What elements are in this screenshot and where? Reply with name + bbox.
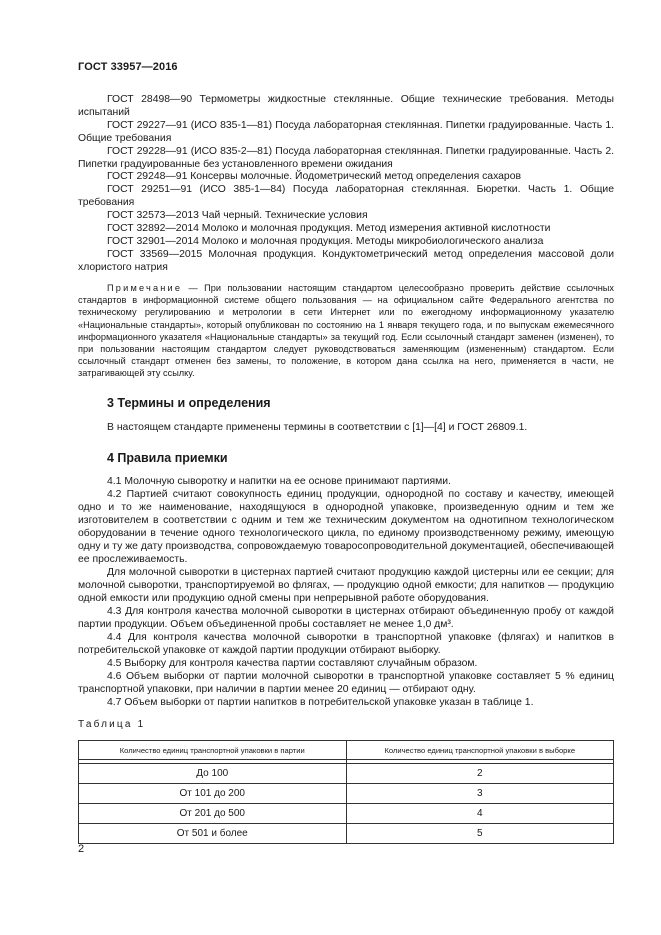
table-row	[79, 764, 614, 784]
clause-paragraph: 4.5 Выборку для контроля качества партии составляют случайным образом.	[107, 658, 478, 669]
reference-item: ГОСТ 32901—2014 Молоко и молочная продукция. Методы микробиологического анализа	[107, 235, 544, 247]
document-header: ГОСТ 33957—2016	[78, 61, 178, 73]
reference-item: ГОСТ 29248—91 Консервы молочные. Йодометрический метод определения сахаров	[107, 171, 522, 183]
reference-list	[78, 94, 614, 275]
reference-item: ГОСТ 32573—2013 Чай черный. Технические условия	[107, 210, 368, 222]
note-block	[78, 282, 614, 380]
clause-paragraph: 4.2 Партией считают совокупность единиц продукции, однородной по составу и качеству, имеющей одно и то же наименование, находящуюся в однородной упаковке, произведенную одним и тем же изготовителем в соответствии с одним и тем же техническим документом на однотипном технологическом оборудовании в течение одного технологического цикла, по единому производственному режиму, имеющую одну и ту же дату производства, сопровождаемую товаросопроводительной документацией, обеспечивающей ее прослеживаемость.	[78, 489, 614, 565]
clause-paragraph: 4.6 Объем выборки от партии молочной сыворотки в транспортной упаковке составляет 5 % единиц транспортной упаковки, при наличии в партии менее 20 единиц — отбирают одну.	[78, 671, 614, 695]
page-number: 2	[78, 843, 85, 855]
sample-size-table	[78, 740, 614, 844]
table-cell: 2	[346, 764, 614, 784]
reference-item: ГОСТ 29227—91 (ИСО 835-1—81) Посуда лабораторная стеклянная. Пипетки градуированные. Часть 1. Общие требования	[78, 119, 614, 144]
section-4-body	[78, 475, 614, 709]
table-header-row	[79, 741, 614, 760]
table-cell: 5	[346, 824, 614, 844]
table-header-cell: Количество единиц транспортной упаковки в выборке	[346, 741, 614, 760]
reference-item: ГОСТ 28498—90 Термометры жидкостные стеклянные. Общие технические требования. Методы испытаний	[78, 94, 614, 118]
reference-item: ГОСТ 33569—2015 Молочная продукция. Кондуктометрический метод определения массовой доли хлористого натрия	[78, 248, 614, 273]
table-cell: От 501 и более	[79, 824, 347, 844]
table-caption: Таблица 1	[78, 719, 146, 730]
clause-paragraph: 4.3 Для контроля качества молочной сыворотки в цистернах отбирают объединенную пробу от каждой партии продукции. Объем объединенной пробы составляет не менее 1,0 дм³.	[78, 606, 614, 630]
section-3-title: 3 Термины и определения	[107, 396, 271, 410]
table-row	[79, 804, 614, 824]
table-cell: От 201 до 500	[79, 804, 347, 824]
table-header-cell: Количество единиц транспортной упаковки в партии	[79, 741, 347, 760]
reference-item: ГОСТ 32892—2014 Молоко и молочная продукция. Метод измерения активной кислотности	[107, 223, 551, 235]
table-row	[79, 784, 614, 804]
note-paragraph	[78, 282, 614, 380]
table-cell: От 101 до 200	[79, 784, 347, 804]
clause-paragraph: 4.7 Объем выборки от партии напитков в потребительской упаковке указан в таблице 1.	[107, 697, 534, 708]
clause-paragraph: 4.4 Для контроля качества молочной сыворотки в транспортной упаковке (флягах) и напитков в потребительской упаковке от каждой партии продукции отбирают выборку.	[78, 632, 614, 656]
table-cell: 3	[346, 784, 614, 804]
table-cell: 4	[346, 804, 614, 824]
clause-paragraph: 4.1 Молочную сыворотку и напитки на ее основе принимают партиями.	[107, 476, 451, 487]
reference-item: ГОСТ 29251—91 (ИСО 385-1—84) Посуда лабораторная стеклянная. Бюретки. Часть 1. Общие требования	[78, 184, 614, 209]
note-label: Примечание	[107, 283, 183, 293]
section-3-text: В настоящем стандарте применены термины в соответствии с [1]—[4] и ГОСТ 26809.1.	[107, 422, 528, 433]
table-row	[79, 824, 614, 844]
note-text: — При пользовании настоящим стандартом целесообразно проверить действие ссылочных стандартов в информационной системе общего пользования — на официальном сайте Федерального агентства по техническому регулированию и метрологии в сети Интернет или по ежегодному информационному указателю «Национальные стандарты», который опубликован по состоянию на 1 января текущего года, и по выпускам ежемесячного информационного указателя «Национальные стандарты» за текущий год. Если ссылочный стандарт заменен (изменен), то при пользовании настоящим стандартом следует руководствоваться заменяющим (измененным) стандартом. Если ссылочный стандарт отменен без замены, то положение, в котором дана ссылка на него, применяется в части, не затрагивающей эту ссылку.	[78, 283, 614, 379]
section-4-title: 4 Правила приемки	[107, 451, 228, 465]
reference-item: ГОСТ 29228—91 (ИСО 835-2—81) Посуда лабораторная стеклянная. Пипетки градуированные. Часть 2. Пипетки градуированные без установленного времени ожидания	[78, 145, 614, 170]
table-cell: До 100	[79, 764, 347, 784]
clause-paragraph: Для молочной сыворотки в цистернах партией считают продукцию каждой цистерны или ее секции; для молочной сыворотки, транспортируемой во флягах, — продукцию одной емкости; для напитков — продукцию одной емкости или продукцию одной смены при непрерывной работе оборудования.	[78, 567, 614, 604]
